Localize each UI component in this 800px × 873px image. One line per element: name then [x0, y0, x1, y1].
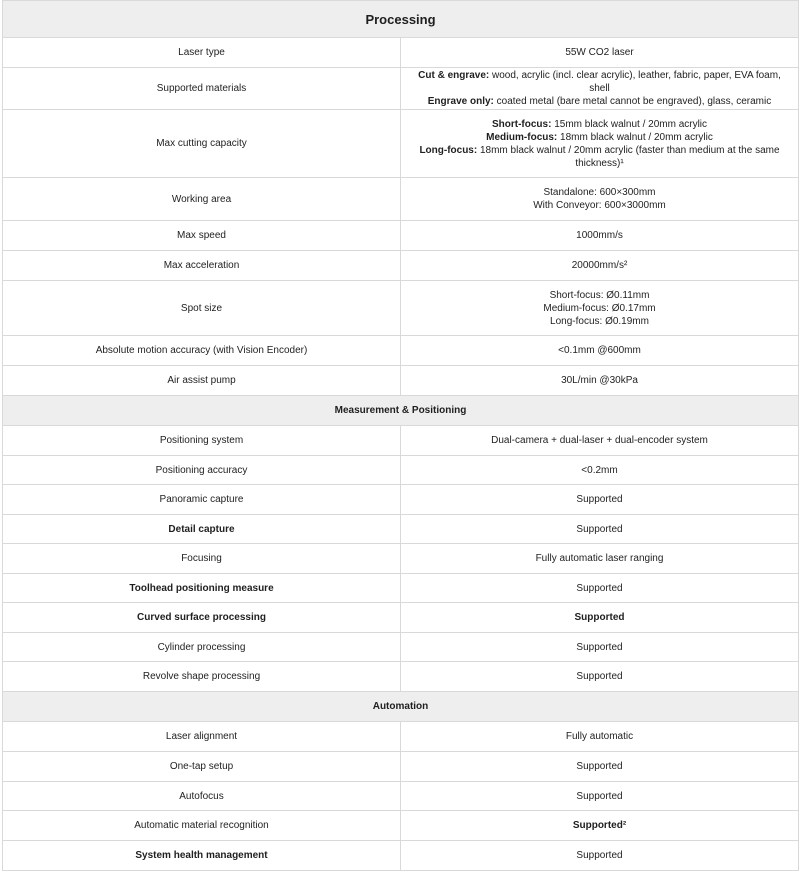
- spec-value: Supported: [401, 662, 799, 692]
- spec-value: Supported: [401, 633, 799, 662]
- table-row: [3, 722, 799, 752]
- table-row: [3, 811, 799, 841]
- spec-label: Toolhead positioning measure: [3, 574, 401, 603]
- table-row: [3, 68, 799, 110]
- spec-label: Supported materials: [3, 68, 401, 110]
- spec-value: [401, 68, 799, 110]
- table-row: [3, 281, 799, 336]
- table-row: [3, 456, 799, 485]
- spec-label: Autofocus: [3, 782, 401, 811]
- spec-label: Spot size: [3, 281, 401, 336]
- spec-label: Automatic material recognition: [3, 811, 401, 841]
- spec-value-line: Medium-focus: Ø0.17mm: [543, 302, 656, 314]
- table-row: [3, 841, 799, 871]
- specs-table: [2, 0, 799, 871]
- spec-value: 55W CO2 laser: [401, 38, 799, 68]
- spec-label: Laser alignment: [3, 722, 401, 752]
- section-header-processing: [3, 1, 799, 38]
- spec-value: [401, 110, 799, 178]
- table-row: [3, 178, 799, 221]
- table-row: [3, 633, 799, 662]
- spec-value-key: Medium-focus:: [486, 131, 558, 143]
- spec-label: Panoramic capture: [3, 485, 401, 515]
- spec-label: Positioning accuracy: [3, 456, 401, 485]
- table-row: [3, 544, 799, 574]
- spec-value: Supported: [401, 515, 799, 544]
- spec-value: 1000mm/s: [401, 221, 799, 251]
- table-row: [3, 485, 799, 515]
- spec-label: Max speed: [3, 221, 401, 251]
- section-title: Measurement & Positioning: [3, 396, 799, 426]
- table-row: [3, 782, 799, 811]
- spec-value: <0.1mm @600mm: [401, 336, 799, 366]
- table-row: [3, 515, 799, 544]
- spec-value: Supported: [401, 574, 799, 603]
- spec-value-text: 18mm black walnut / 20mm acrylic (faster than medium at the same thickness)¹: [477, 144, 780, 169]
- spec-value-line: Standalone: 600×300mm: [543, 187, 656, 198]
- spec-value-key: Long-focus:: [419, 144, 478, 156]
- spec-value: 20000mm/s²: [401, 251, 799, 281]
- table-row: [3, 38, 799, 68]
- spec-label: Detail capture: [3, 515, 401, 544]
- spec-value-key: Cut & engrave:: [418, 70, 490, 81]
- spec-label: Revolve shape processing: [3, 662, 401, 692]
- table-row: [3, 221, 799, 251]
- table-row: [3, 110, 799, 178]
- spec-label: Positioning system: [3, 426, 401, 456]
- spec-label: Working area: [3, 178, 401, 221]
- spec-value: Supported: [401, 485, 799, 515]
- section-header-automation: [3, 692, 799, 722]
- spec-value: Supported: [401, 841, 799, 871]
- spec-value: Supported: [401, 752, 799, 782]
- section-title: Processing: [3, 1, 799, 38]
- table-row: [3, 336, 799, 366]
- table-row: [3, 752, 799, 782]
- table-row: [3, 426, 799, 456]
- spec-value: <0.2mm: [401, 456, 799, 485]
- spec-label: Max cutting capacity: [3, 110, 401, 178]
- spec-value: 30L/min @30kPa: [401, 366, 799, 396]
- spec-label: System health management: [3, 841, 401, 871]
- spec-value-text: 18mm black walnut / 20mm acrylic: [557, 131, 713, 143]
- spec-label: Laser type: [3, 38, 401, 68]
- spec-label: Curved surface processing: [3, 603, 401, 633]
- spec-value: Supported: [401, 782, 799, 811]
- spec-label: Focusing: [3, 544, 401, 574]
- spec-value: Fully automatic laser ranging: [401, 544, 799, 574]
- spec-value-line: Short-focus: Ø0.11mm: [549, 289, 650, 301]
- spec-label: Cylinder processing: [3, 633, 401, 662]
- spec-value-line: Long-focus: Ø0.19mm: [550, 315, 649, 327]
- spec-label: Max acceleration: [3, 251, 401, 281]
- spec-value-key: Engrave only:: [427, 96, 494, 107]
- table-row: [3, 366, 799, 396]
- spec-value-text: wood, acrylic (incl. clear acrylic), leather, fabric, paper, EVA foam, shell: [489, 70, 781, 94]
- table-row: [3, 574, 799, 603]
- spec-value-text: 15mm black walnut / 20mm acrylic: [551, 118, 708, 130]
- spec-value-key: Short-focus:: [491, 118, 552, 130]
- section-title: Automation: [3, 692, 799, 722]
- table-row: [3, 603, 799, 633]
- spec-value: Supported: [401, 603, 799, 633]
- spec-label: One-tap setup: [3, 752, 401, 782]
- spec-value: [401, 178, 799, 221]
- spec-label: Air assist pump: [3, 366, 401, 396]
- table-row: [3, 662, 799, 692]
- spec-value: Dual-camera + dual-laser + dual-encoder system: [401, 426, 799, 456]
- spec-value: Fully automatic: [401, 722, 799, 752]
- spec-value-text: coated metal (bare metal cannot be engraved), glass, ceramic: [493, 96, 772, 107]
- spec-value-line: With Conveyor: 600×3000mm: [533, 200, 666, 211]
- spec-value: [401, 281, 799, 336]
- table-row: [3, 251, 799, 281]
- section-header-measurement: [3, 396, 799, 426]
- spec-label: Absolute motion accuracy (with Vision Encoder): [3, 336, 401, 366]
- spec-value: Supported²: [401, 811, 799, 841]
